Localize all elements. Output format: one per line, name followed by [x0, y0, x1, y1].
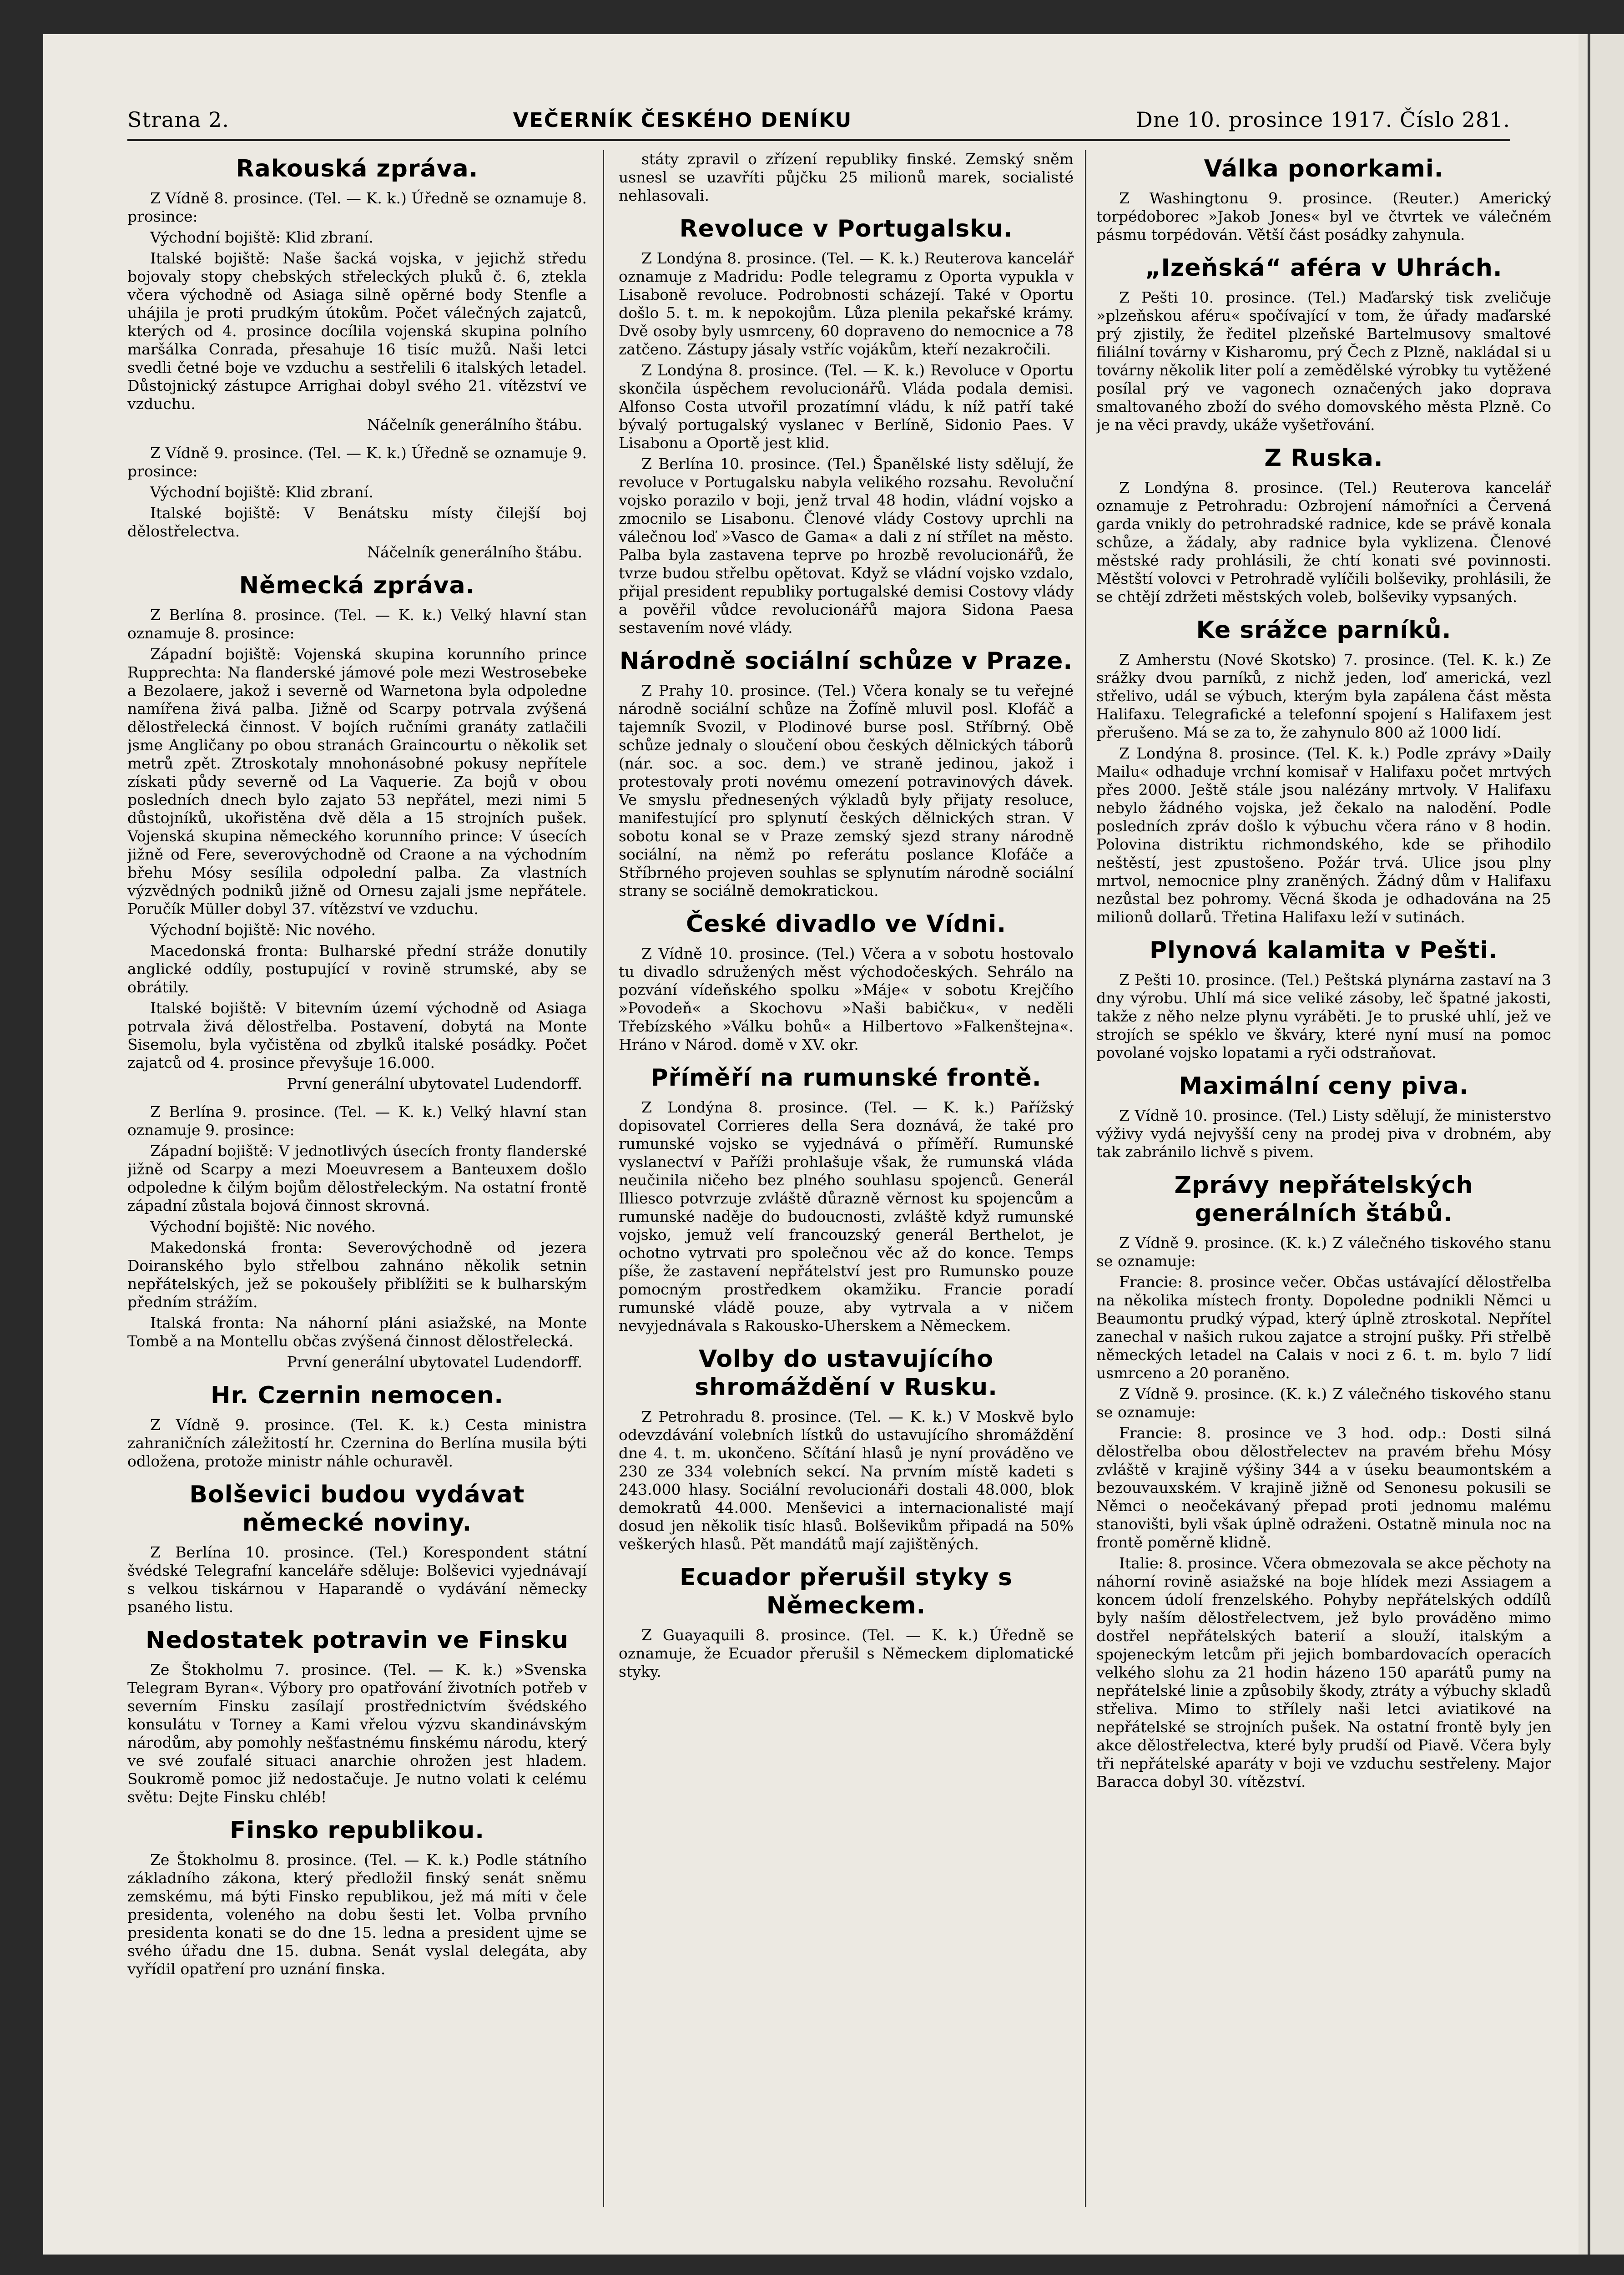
article-paragraph: Z Londýna 8. prosince. (Tel.) Reuterova kancelář oznamuje z Petrohradu: Ozbrojení námořníci a Červená garda vnikly do petrohradské radnice, kde se právě konala schůze, a žádaly, aby radnice byla vyklizena. Členové městské rady prohlásili, že chtí konati své povinnosti. Městští volovci v Petrohradě vylíčili bolševiky, prohlásili, že se chtějí zdržeti městských voleb, bolševiky vypsaných.: [1096, 479, 1551, 606]
article: [619, 150, 1074, 205]
article-paragraph: Italské bojiště: V bitevním území východně od Asiaga potrvala živá dělostřelba. Postavení, dobytá na Monte Sisemolu, byla vyčistěna od zbylků italské posádky. Počet zajatců od 4. prosince převyšuje 16.000.: [127, 999, 587, 1072]
article-headline: Finsko republikou.: [229, 1817, 485, 1844]
article-signature: Náčelník generálního štábu.: [367, 416, 582, 434]
article-headline: Příměří na rumunské frontě.: [651, 1064, 1042, 1092]
article-headline: Z Ruska.: [1264, 445, 1383, 472]
article: [619, 215, 1074, 637]
article-headline: Německá zpráva.: [239, 572, 475, 599]
article-paragraph: Italská fronta: Na náhorní pláni asiažské, na Monte Tombě a na Montellu občas zvýšená činnost dělostřelecká.: [127, 1314, 587, 1350]
article-paragraph: Italie: 8. prosince. Včera obmezovala se akce pěchoty na náhorní rovině asiažské na boje hlídek mezi Assiagem a koncem údolí frenzelského. Pohyby nepřátelských oddílů byly naším dělostřelectvem, jež bylo prováděno mimo dostřel nepřátelských baterií a slouží, italským a spojeneckým letcům při jejich bombardovacích operacích velkého slohu za 21 hodin házeno 150 aparátů pumy na nepřátelské linie a způsobily škody, ztráty a výbuchy skladů střeliva. Mimo to střílely naši letci aviatikové na nepřátelské se strojních pušek. Na ostatní frontě byly jen akce dělostřelectva, které byly prudší od Piavě. Včera byly tři nepřátelské aparáty v boji ve vzduchu sestřeleny. Major Baracca dobyl 30. vítězství.: [1096, 1554, 1551, 1790]
article-headline: Zprávy nepřátelských generálních štábů.: [1174, 1172, 1473, 1227]
article-signature: První generální ubytovatel Ludendorff.: [287, 1075, 582, 1092]
article-headline: Plynová kalamita v Pešti.: [1149, 937, 1498, 964]
article-headline: „Izeňská“ aféra v Uhrách.: [1145, 254, 1503, 282]
article: [127, 1103, 587, 1371]
binding-strip: [1588, 34, 1590, 2255]
article-paragraph: Z Berlína 10. prosince. (Tel.) Španělské listy sdělují, že revoluce v Portugalsku nabyla velikého rozsahu. Revoluční vojsko porazilo v boji, jenž trval 48 hodin, vládní vojsko a zmocnilo se Lisabonu. Členové vlády Costovy uprchli na válečnou loď »Vasco de Gama« a dali z ní střílet na město. Palba byla zastavena teprve po hrozbě revolucionářů, že tvrze budou střelbu opětovat. Když se vládní vojsko vzdalo, přijal president republiky portugalské demisi Costovy vlády a pověřil vůdce revolucionářů majora Sidona Paesa sestavením nové vlády.: [619, 455, 1074, 637]
article-paragraph: Z Pešti 10. prosince. (Tel.) Peštská plynárna zastaví na 3 dny výrobu. Uhlí má sice veliké zásoby, leč špatné jakosti, takže z něho nelze plynu vyráběti. Je to pruské uhlí, jež ve strojích se spéklo ve škváry, které nyní musí na pomoc povolané vojsko lopatami a ryči odstraňovat.: [1096, 971, 1551, 1062]
article-paragraph: Z Vídně 9. prosince. (Tel. K. k.) Cesta ministra zahraničních záležitostí hr. Czernina do Berlína musila býti odložena, protože ministr náhle ochuravěl.: [127, 1416, 587, 1470]
article-headline: Maximální ceny piva.: [1179, 1072, 1469, 1100]
article: [1096, 155, 1551, 244]
article-paragraph: Západní bojiště: V jednotlivých úsecích fronty flanderské jižně od Scarpy a mezi Moeuvresem a Banteuxem došlo odpoledne k čilým bojům dělostřeleckým. Na ostatní frontě západní zůstala bojová činnost skrovná.: [127, 1142, 587, 1214]
article: [619, 910, 1074, 1054]
article-paragraph: Z Guayaquili 8. prosince. (Tel. — K. k.) Úředně se oznamuje, že Ecuador přerušil s Německem diplomatické styky.: [619, 1626, 1074, 1680]
article: [127, 1381, 587, 1471]
article-headline: České divadlo ve Vídni.: [686, 910, 1006, 938]
article-paragraph: Z Berlína 9. prosince. (Tel. — K. k.) Velký hlavní stan oznamuje 9. prosince:: [127, 1103, 587, 1139]
article-paragraph: Z Vídně 9. prosince. (K. k.) Z válečného tiskového stanu se oznamuje:: [1096, 1385, 1551, 1421]
article-paragraph: Makedonská fronta: Severovýchodně od jezera Doiranského bylo střelbou zahnáno několik setnin nepřátelských, jež se pokoušely přiblížiti se k bulharským předním strážím.: [127, 1239, 587, 1311]
article: [127, 1481, 587, 1616]
article-paragraph: Z Washingtonu 9. prosince. (Reuter.) Americký torpédoborec »Jakob Jones« byl ve čtvrtek ve válečném pásmu torpédován. Větší část posádky zahynula.: [1096, 189, 1551, 243]
issue-date: Dne 10. prosince 1917. Číslo 281.: [1135, 107, 1510, 132]
article: [619, 647, 1074, 900]
article-paragraph: Ze Štokholmu 7. prosince. (Tel. — K. k.) »Svenska Telegram Byran«. Výbory pro opatřování životních potřeb v severním Finsku zasílají prostřednictvím švédského konsulátu v Torney a Kami vřelou výzvu skandinávským národům, aby pomohly nešťastnému finskému národu, který ve své zoufalé situaci anarchie ohrožen jest hladem. Soukromě pomoc již nedostačuje. Je nutno volati k celému světu: Dejte Finsku chléb!: [127, 1661, 587, 1806]
article-paragraph: Z Londýna 8. prosince. (Tel. — K. k.) Pařížský dopisovatel Corrieres della Sera doznává, že také pro rumunské vojsko se vyjednává o příměří. Rumunské vyslanectví v Paříži prohlašuje však, že rumunská vláda neučinila ničeho bez plného souhlasu spojenců. Generál Illiesco potvrzuje zvláště důrazně věrnost ku spojencům a rumunské naděje do budoucnosti, zvláště když rumunské vojsko, jemuž velí francouzský generál Berthelot, je ochotno vytrvati pro společnou věc až do konce. Temps píše, že zastavení nepřátelství jest pro Rumunsko pouze pomocným prostředkem okamžiku. Francie poradí rumunské vládě pouze, aby vytrvala a v ničem nevyjednávala s Rakousko-Uherskem a Německem.: [619, 1098, 1074, 1335]
article: [1096, 936, 1551, 1062]
article-paragraph: Z Londýna 8. prosince. (Tel. — K. k.) Revoluce v Oportu skončila úspěchem revolucionářů. Vláda podala demisi. Alfonso Costa utvořil prozatímní vládu, k níž patří také bývalý portugalský vyslanec v Berlíně, Sidonio Paes. V Lisabonu a Oportě jest klid.: [619, 361, 1074, 452]
article-paragraph: Z Berlína 10. prosince. (Tel.) Korespondent státní švédské Telegrafní kanceláře sděluje: Bolševici vyjednávají s velkou tiskárnou v Haparandě o vydávání německy psaného listu.: [127, 1543, 587, 1616]
article: [127, 444, 587, 561]
article-headline: Volby do ustavujícího shromáždění v Rusku.: [695, 1345, 998, 1401]
article-paragraph: Z Londýna 8. prosince. (Tel. K. k.) Podle zprávy »Daily Mailu« odhaduje vrchní komisař v Halifaxu počet mrtvých přes 2000. Ještě stále jsou nalézány mrtvoly. V Halifaxu nebylo žádného vojska, jež čekalo na nalodění. Podle posledních zpráv došlo k výbuchu včera ráno v 8 hodin. Polovina distriktu richmondského, kde se přihodilo neštěstí, jest zpustošeno. Požár trvá. Ulice jsou plny mrtvol, nemocnice plny zraněných. Žádný dům v Halifaxu nezůstal bez pohromy. Věcná škoda je odhadována na 25 milionů dollarů. Třetina Halifaxu leží v sutinách.: [1096, 744, 1551, 926]
article-paragraph: Z Petrohradu 8. prosince. (Tel. — K. k.) V Moskvě bylo odevzdávání volebních lístků do ustavujícího shromáždění dne 4. t. m. ukončeno. Sčítání hlasů je nyní prováděno ve 230 ze 334 volebních sekcí. Na prvním místě kadeti s 243.000 hlasy. Sociální revolucionáři dostali 48.000, blok demokratů 44.000. Menševici a internacionalisté mají dosud jen několik tisíc hlasů. Bolševikům připadá na 50% veškerých hlasů. Pět mandátů mají zajištěných.: [619, 1408, 1074, 1553]
article-headline: Nedostatek potravin ve Finsku: [145, 1627, 569, 1654]
page-number: Strana 2.: [127, 107, 229, 132]
article-paragraph: Ze Štokholmu 8. prosince. (Tel. — K. k.) Podle státního základního zákona, který předložil finský senát sněmu zemskému, má býti Finsko republikou, jež má míti v čele presidenta, voleného na dobu šesti let. Volba prvního presidenta konati se do dne 15. ledna a president ujme se svého úřadu dne 15. dubna. Senát vyslal delegáta, aby vyřídil opatření pro uznání finska.: [127, 1851, 587, 1978]
article-headline: Hr. Czernin nemocen.: [211, 1382, 504, 1409]
article-paragraph: Východní bojiště: Nic nového.: [150, 1218, 376, 1235]
masthead: [127, 82, 1510, 132]
article-paragraph: Z Londýna 8. prosince. (Tel. — K. k.) Reuterova kancelář oznamuje z Madridu: Podle telegramu z Oporta vypukla v Lisaboně revoluce. Podrobnosti scházejí. Také v Oportu došlo 5. t. m. k nepokojům. Lůza plenila pekařské krámy. Dvě osoby byly usmrceny, 60 dopraveno do nemocnice a 78 zatčeno. Zástupy jásaly vstříc vojákům, kteří nezakročili.: [619, 249, 1074, 358]
article-paragraph: Italské bojiště: Naše šacká vojska, v jejichž středu bojovaly stopy chebských střeleckých pluků č. 6, ztekla včera východně od Asiaga silně opěrné body Stenfle a uhájila je proti prudkým útokům. Počet válečných zajatců, kterých od 4. prosince docílila vojenská skupina polního maršálka Conrada, přesahuje 16 tisíc mužů. Naši letci svedli četné boje ve vzduchu a sestřelili 6 italských letadel. Důstojnický zástupce Arrighai dobyl svého 21. vítězství ve vzduchu.: [127, 249, 587, 413]
article: [1096, 444, 1551, 606]
article-paragraph: Z Berlína 8. prosince. (Tel. — K. k.) Velký hlavní stan oznamuje 8. prosince:: [127, 606, 587, 642]
article: [1096, 1072, 1551, 1161]
article-paragraph: Francie: 8. prosince ve 3 hod. odp.: Dosti silná dělostřelba obou dělostřelectev na pravém břehu Mósy zvláště v krajině výšiny 344 a v úseku beaumontském a bezouvauxském. V krajině jižně od Senonesu pokusili se Němci o neočekávaný přepad proti jednomu malému stanovišti, byli však úplně odraženi. Ostatně minula noc na frontě poměrně klidně.: [1096, 1424, 1551, 1551]
article: [1096, 616, 1551, 926]
article-paragraph: Italské bojiště: V Benátsku místy čilejší boj dělostřelectva.: [127, 504, 587, 540]
article: [127, 1626, 587, 1806]
article-headline: Ecuador přerušil styky s Německem.: [680, 1564, 1013, 1619]
article: [1096, 1171, 1551, 1791]
adjacent-page-edge: [1579, 34, 1624, 2255]
article-paragraph: státy zpravil o zřízení republiky finské. Zemský sněm usnesl se uzavříti půjčku 25 milionů marek, socialisté nehlasovali.: [619, 150, 1074, 204]
article-headline: Válka ponorkami.: [1204, 155, 1444, 182]
article-headline: Ke srážce parníků.: [1196, 617, 1452, 644]
masthead-rule: [127, 139, 1510, 141]
article-paragraph: Východní bojiště: Klid zbraní.: [150, 228, 373, 246]
article-paragraph: Francie: 8. prosince večer. Občas ustávající dělostřelba na několika místech fronty. Dopoledne podnikli Němci u Beaumontu prudký výpad, který úplně ztroskotal. Nepřítel zanechal v našich rukou zajatce a strojní pušky. Při střelbě německých letadel na Calais v noci z 6. t. m. bylo 7 lidí usmrceno a 20 poraněno.: [1096, 1273, 1551, 1382]
article-paragraph: Východní bojiště: Klid zbraní.: [150, 483, 373, 501]
column-divider: [603, 150, 604, 2207]
article-paragraph: Z Vídně 10. prosince. (Tel.) Listy sdělují, že ministerstvo výživy vydá nejvyšší ceny na prodej piva v drobném, aby tak zabránilo lichvě s pivem.: [1096, 1107, 1551, 1161]
article: [619, 1563, 1074, 1681]
column-1: [127, 150, 587, 2216]
article-paragraph: Východní bojiště: Nic nového.: [150, 921, 376, 939]
article-paragraph: Z Pešti 10. prosince. (Tel.) Maďarský tisk zveličuje »plzeňskou aféru« spočívající v tom, že úřady maďarské prý zjistily, že ředitel plzeňské Bartelmusovy smaltové filiální továrny v Kisharomu, prý Čech z Plzně, nakládal si u továrny několik liter polí a zemědělské výrobky tu vytěžené posílal prý ve vagonech označených jako doprava smaltovaného zboží do svého domovského města Plzně. Co je na věci pravdy, ukáže vyšetřování.: [1096, 288, 1551, 434]
article: [127, 155, 587, 434]
article-headline: Národně sociální schůze v Praze.: [619, 647, 1073, 675]
column-2: [619, 150, 1074, 2216]
article-paragraph: Macedonská fronta: Bulharské přední stráže donutily anglické oddíly, postupující v rovině strumské, aby se obrátily.: [127, 942, 587, 996]
article-paragraph: Z Amherstu (Nové Skotsko) 7. prosince. (Tel. K. k.) Ze srážky dvou parníků, z nichž jeden, loď americká, vezl střelivo, udál se výbuch, kterým byla zapálena část města Halifaxu. Telegrafické a telefonní spojení s Halifaxem jest přerušeno. Má se za to, že zahynulo 800 až 1000 lidí.: [1096, 651, 1551, 741]
article-paragraph: Z Vídně 8. prosince. (Tel. — K. k.) Úředně se oznamuje 8. prosince:: [127, 189, 587, 225]
article: [619, 1345, 1074, 1553]
column-3: [1096, 150, 1551, 2216]
article-headline: Revoluce v Portugalsku.: [679, 215, 1013, 243]
newspaper-title: VEČERNÍK ČESKÉHO DENÍKU: [513, 109, 852, 132]
column-divider: [1085, 150, 1086, 2207]
article: [127, 571, 587, 1093]
article-headline: Bolševici budou vydávat německé noviny.: [189, 1481, 525, 1537]
article-paragraph: Z Prahy 10. prosince. (Tel.) Včera konaly se tu veřejné národně sociální schůze na Žofíně mluvil posl. Klofáč a tajemník Svozil, v Plodinové burse posl. Stříbrný. Obě schůze jednaly o sloučení obou českých dělnických táborů (nár. soc. a soc. dem.) ve straně jedinou, jakož i protestovaly proti novému omezení potravinových dávek. Ve smyslu přednesených výkladů byly přijaty resoluce, manifestující pro splynutí českých dělnických stran. V sobotu konal se v Praze zemský sjezd strany národně sociální, na němž po referátu poslance Klofáče a Stříbrného projeven souhlas se splynutím národně sociální strany se sociálně demokratickou.: [619, 682, 1074, 900]
article-paragraph: Západní bojiště: Vojenská skupina korunního prince Rupprechta: Na flanderské jámové pole mezi Westrosebeke a Bezolaere, jakož i severně od Warnetona byla odpoledne namířena živá palba. Jižně od Scarpy potrvala zvýšená dělostřelecká činnost. V bojích ručními granáty zatlačili jsme Angličany po obou stranách Graincourtu o několik set metrů zpět. Ztroskotaly mnohonásobné pokusy nepřítele získati půdy severně od La Vaquerie. Za bojů v obou posledních dnech bylo zajato 53 nepřátel, mezi nimi 5 důstojníků, ukořistěna dvě děla a 15 strojních pušek. Vojenská skupina německého korunního prince: V úsecích jižně od Fere, severovýchodně od Craone a na východním břehu Mósy sesílila odpolední palba. Za vlastních výzvědných podniků jižně od Ornesu zajali jsme nepřátele. Poručík Müller dobyl 37. vítězství ve vzduchu.: [127, 645, 587, 918]
article: [619, 1064, 1074, 1335]
article-headline: Rakouská zpráva.: [236, 155, 479, 182]
article-paragraph: Z Vídně 9. prosince. (Tel. — K. k.) Úředně se oznamuje 9. prosince:: [127, 444, 587, 480]
article-paragraph: Z Vídně 10. prosince. (Tel.) Včera a v sobotu hostovalo tu divadlo sdružených měst východočeských. Sehrálo na pozvání vídeňského spolku »Máje« v sobotu Krejčího »Povodeň« a Skochovu »Naši babičku«, v neděli Třebízského »Válku bohů« a Hilbertovo »Falkenštejna«. Hráno v Národ. domě v XV. okr.: [619, 945, 1074, 1053]
article-signature: Náčelník generálního štábu.: [367, 543, 582, 561]
article: [1096, 254, 1551, 434]
article-paragraph: Z Vídně 9. prosince. (K. k.) Z válečného tiskového stanu se oznamuje:: [1096, 1234, 1551, 1270]
article-signature: První generální ubytovatel Ludendorff.: [287, 1353, 582, 1371]
article: [127, 1816, 587, 1978]
